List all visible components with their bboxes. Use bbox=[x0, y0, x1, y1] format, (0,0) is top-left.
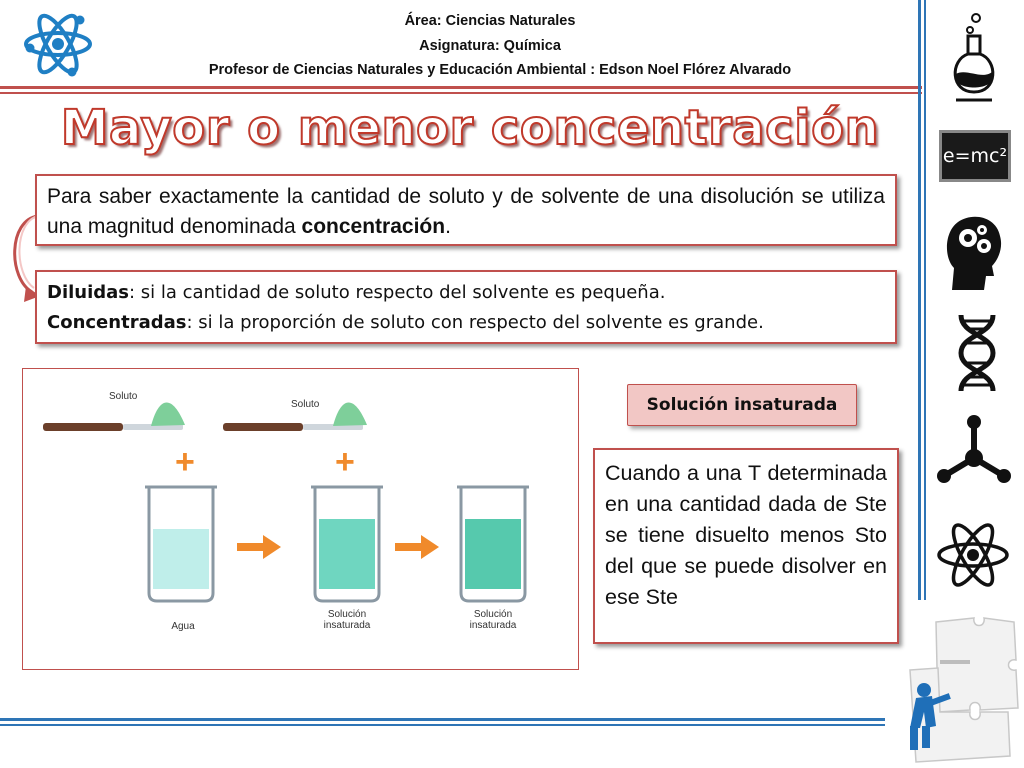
intro-bold-term: concentración bbox=[301, 215, 446, 238]
diluted-text: : si la cantidad de soluto respecto del solvente es pequeña. bbox=[129, 282, 666, 303]
right-frame-line-thin bbox=[924, 0, 926, 600]
beaker-water bbox=[145, 487, 217, 601]
beaker-label-water: Agua bbox=[171, 621, 195, 632]
puzzle-figure-icon bbox=[896, 616, 1022, 766]
header-rule bbox=[0, 86, 922, 89]
atom-logo-icon bbox=[22, 8, 94, 80]
dna-icon bbox=[955, 313, 999, 393]
types-box bbox=[35, 270, 897, 344]
bottom-frame-line bbox=[0, 718, 885, 721]
emc2-text: e=mc² bbox=[942, 145, 1008, 167]
right-frame-line bbox=[918, 0, 921, 600]
plus-sign: + bbox=[335, 443, 355, 481]
beaker-label-line: insaturada bbox=[323, 620, 371, 631]
arrow-right-icon bbox=[395, 535, 439, 559]
bottom-frame-line-thin bbox=[0, 724, 885, 726]
arrow-right-icon bbox=[237, 535, 281, 559]
header-teacher: Profesor de Ciencias Naturales y Educación Ambiental : Edson Noel Flórez Alvarado bbox=[208, 62, 792, 78]
diluted-term: Diluidas bbox=[47, 282, 130, 303]
solute-pile-icon bbox=[151, 403, 185, 426]
concentrated-text: : si la proporción de soluto con respecto del solvente es grande. bbox=[186, 312, 764, 333]
diluted-line bbox=[47, 278, 885, 308]
atom-icon bbox=[936, 520, 1010, 590]
header-area: Área: Ciencias Naturales bbox=[404, 13, 576, 29]
beaker-label-unsaturated bbox=[455, 609, 531, 631]
beaker-unsaturated-2 bbox=[457, 487, 529, 601]
beaker-label-line: Solución bbox=[473, 609, 513, 620]
molecule-icon bbox=[936, 414, 1012, 486]
beaker-label-unsaturated bbox=[309, 609, 385, 631]
intro-box bbox=[35, 174, 897, 246]
page-title: Mayor o menor concentración bbox=[60, 100, 880, 156]
header-subject: Asignatura: Química bbox=[419, 38, 561, 54]
solution-type-label: Solución insaturada bbox=[627, 384, 857, 426]
description-box: Cuando a una T determinada en una cantidad dada de Ste se tiene disuelto menos Sto del que se puede disolver en ese Ste bbox=[593, 448, 899, 644]
emc2-icon bbox=[939, 130, 1011, 182]
flask-icon bbox=[946, 10, 1002, 102]
solute-label: Soluto bbox=[109, 391, 138, 402]
intro-text: Para saber exactamente la cantidad de soluto y de solvente de una disolución se utiliza una magnitud denominada bbox=[47, 185, 885, 238]
header-rule-thin bbox=[0, 92, 922, 94]
solute-label: Soluto bbox=[291, 399, 320, 410]
beaker-label-line: Solución bbox=[327, 609, 367, 620]
plus-sign: + bbox=[175, 443, 195, 481]
beaker-unsaturated-1 bbox=[311, 487, 383, 601]
intro-end: . bbox=[445, 215, 451, 238]
solute-pile-icon bbox=[333, 403, 367, 426]
concentrated-term: Concentradas bbox=[47, 312, 187, 333]
beaker-figure bbox=[22, 368, 579, 670]
beaker-label-line: insaturada bbox=[469, 620, 517, 631]
concentrated-line bbox=[47, 308, 885, 338]
head-gears-icon bbox=[942, 210, 1004, 292]
